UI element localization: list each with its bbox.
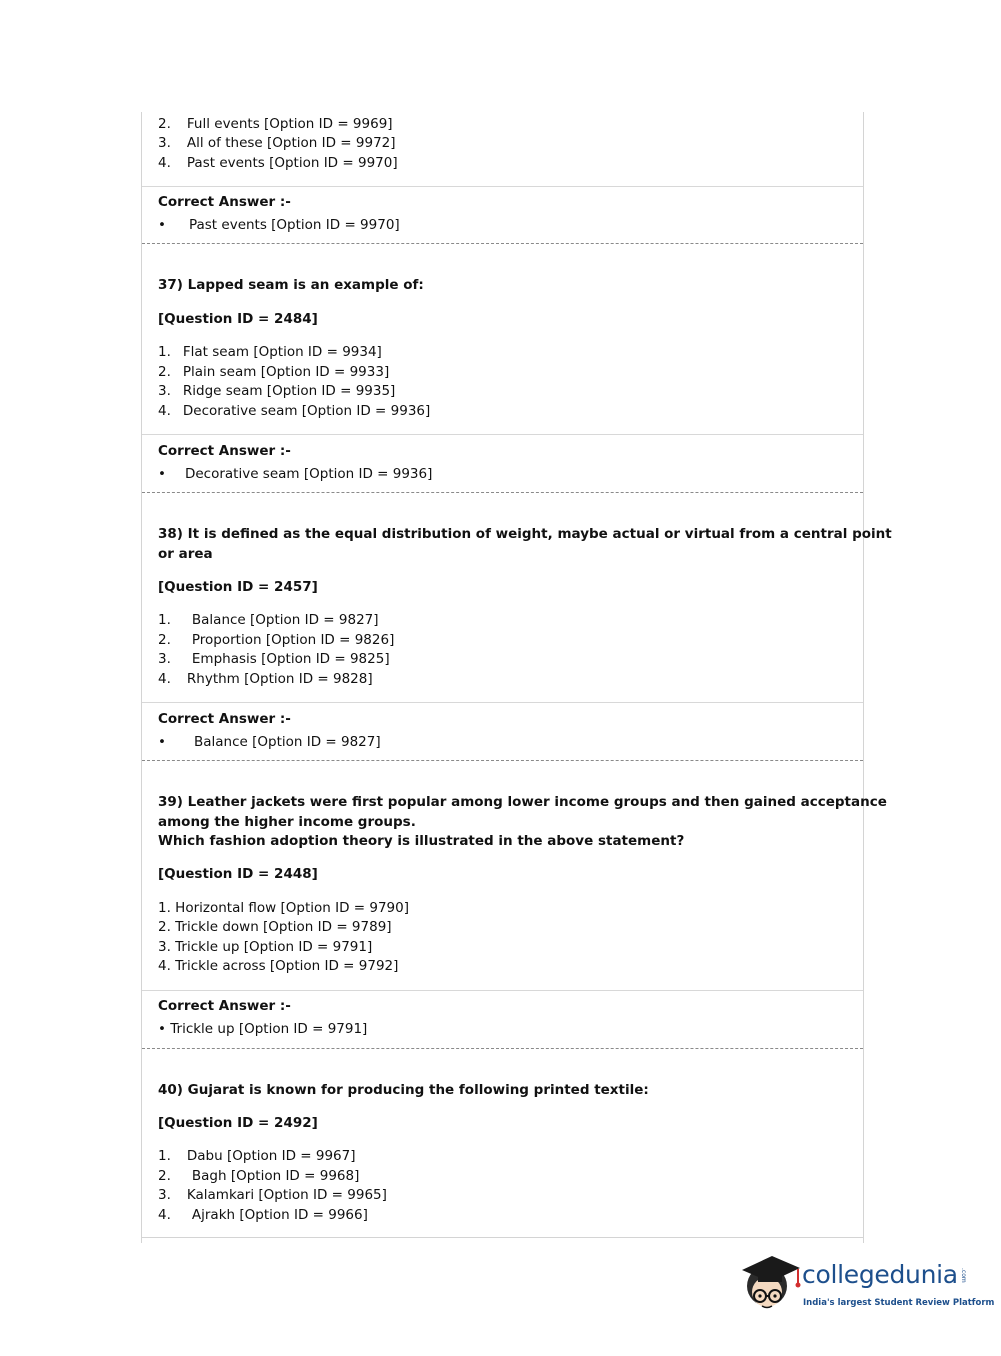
option-row [158, 363, 389, 381]
option-text: Rhythm [Option ID = 9828] [186, 671, 373, 687]
option-row [158, 382, 395, 400]
question-id: [Question ID = 2448] [158, 866, 318, 882]
option-row [158, 402, 430, 420]
section-divider [142, 1237, 863, 1238]
option-row: 2. Trickle down [Option ID = 9789] [158, 919, 392, 935]
option-row: 3. Trickle up [Option ID = 9791] [158, 939, 373, 955]
option-number: 3. [158, 651, 171, 667]
option-number: 3. [158, 383, 171, 399]
option-text: Flat seam [Option ID = 9934] [182, 344, 382, 360]
option-text: Dabu [Option ID = 9967] [186, 1148, 356, 1164]
section-divider [142, 702, 863, 703]
section-divider [142, 434, 863, 435]
question-id: [Question ID = 2457] [158, 579, 318, 595]
option-number: 1. [158, 1148, 171, 1164]
option-number: 2. [158, 1168, 171, 1184]
option-number: 4. [158, 671, 171, 687]
option-row [158, 115, 393, 133]
option-number: 2. [158, 116, 171, 132]
option-number: 4. [158, 403, 171, 419]
option-number: 2. [158, 364, 171, 380]
option-text: Kalamkari [Option ID = 9965] [186, 1187, 387, 1203]
question-text: 37) Lapped seam is an example of: [158, 277, 424, 293]
option-row [158, 154, 398, 172]
question-text: 40) Gujarat is known for producing the following printed textile: [158, 1082, 649, 1098]
option-number: 1. [158, 612, 171, 628]
question-text: 39) Leather jackets were first popular among lower income groups and then gained acceptance [158, 794, 887, 810]
option-text: All of these [Option ID = 9972] [186, 135, 396, 151]
correct-answer-text: Decorative seam [Option ID = 9936] [184, 466, 433, 482]
option-number: 2. [158, 632, 171, 648]
option-number: 3. [158, 135, 171, 151]
option-text: Ridge seam [Option ID = 9935] [182, 383, 396, 399]
brand-name: collegedunia [802, 1260, 958, 1289]
option-row [158, 1206, 368, 1224]
correct-answer-label: Correct Answer :- [158, 443, 291, 459]
bullet: • [158, 734, 166, 750]
correct-answer-label: Correct Answer :- [158, 711, 291, 727]
option-text: Ajrakh [Option ID = 9966] [191, 1207, 368, 1223]
brand-suffix: .com [960, 1268, 967, 1283]
correct-answer [158, 465, 432, 483]
option-text: Emphasis [Option ID = 9825] [191, 651, 390, 667]
option-row [158, 134, 396, 152]
section-divider [142, 186, 863, 187]
correct-answer [158, 216, 400, 234]
question-separator [142, 492, 863, 493]
option-row [158, 650, 390, 668]
option-row: 1. Horizontal flow [Option ID = 9790] [158, 900, 409, 916]
bullet: • [158, 466, 166, 482]
option-number: 4. [158, 1207, 171, 1223]
question-text: Which fashion adoption theory is illustrated in the above statement? [158, 833, 685, 849]
option-number: 1. [158, 344, 171, 360]
mascot-graduate-icon [740, 1248, 802, 1318]
option-row: 4. Trickle across [Option ID = 9792] [158, 958, 399, 974]
bullet: • [158, 217, 166, 233]
option-row [158, 1147, 355, 1165]
question-separator [142, 1048, 863, 1049]
option-number: 3. [158, 1187, 171, 1203]
option-row [158, 343, 382, 361]
collegedunia-logo [740, 1248, 995, 1318]
question-separator [142, 243, 863, 244]
correct-answer-label: Correct Answer :- [158, 998, 291, 1014]
section-divider [142, 990, 863, 991]
question-text: 38) It is defined as the equal distribution of weight, maybe actual or virtual from a central point [158, 526, 892, 542]
correct-answer [158, 733, 381, 751]
option-row [158, 631, 394, 649]
option-text: Plain seam [Option ID = 9933] [182, 364, 390, 380]
option-row [158, 1186, 387, 1204]
correct-answer-text: • Trickle up [Option ID = 9791] [158, 1021, 368, 1037]
option-row [158, 611, 379, 629]
option-number: 4. [158, 155, 171, 171]
correct-answer-text: Past events [Option ID = 9970] [188, 217, 400, 233]
option-text: Full events [Option ID = 9969] [186, 116, 393, 132]
correct-answer-text: Balance [Option ID = 9827] [193, 734, 381, 750]
option-text: Balance [Option ID = 9827] [191, 612, 379, 628]
option-row [158, 670, 373, 688]
question-text: among the higher income groups. [158, 814, 416, 830]
option-text: Bagh [Option ID = 9968] [191, 1168, 360, 1184]
question-id: [Question ID = 2484] [158, 311, 318, 327]
correct-answer-label: Correct Answer :- [158, 194, 291, 210]
brand-tagline: India's largest Student Review Platform [803, 1298, 995, 1308]
option-row [158, 1167, 359, 1185]
question-separator [142, 760, 863, 761]
question-paper-frame [141, 112, 892, 1243]
question-id: [Question ID = 2492] [158, 1115, 318, 1131]
option-text: Past events [Option ID = 9970] [186, 155, 398, 171]
option-text: Decorative seam [Option ID = 9936] [182, 403, 431, 419]
option-text: Proportion [Option ID = 9826] [191, 632, 395, 648]
question-text: or area [158, 546, 213, 562]
